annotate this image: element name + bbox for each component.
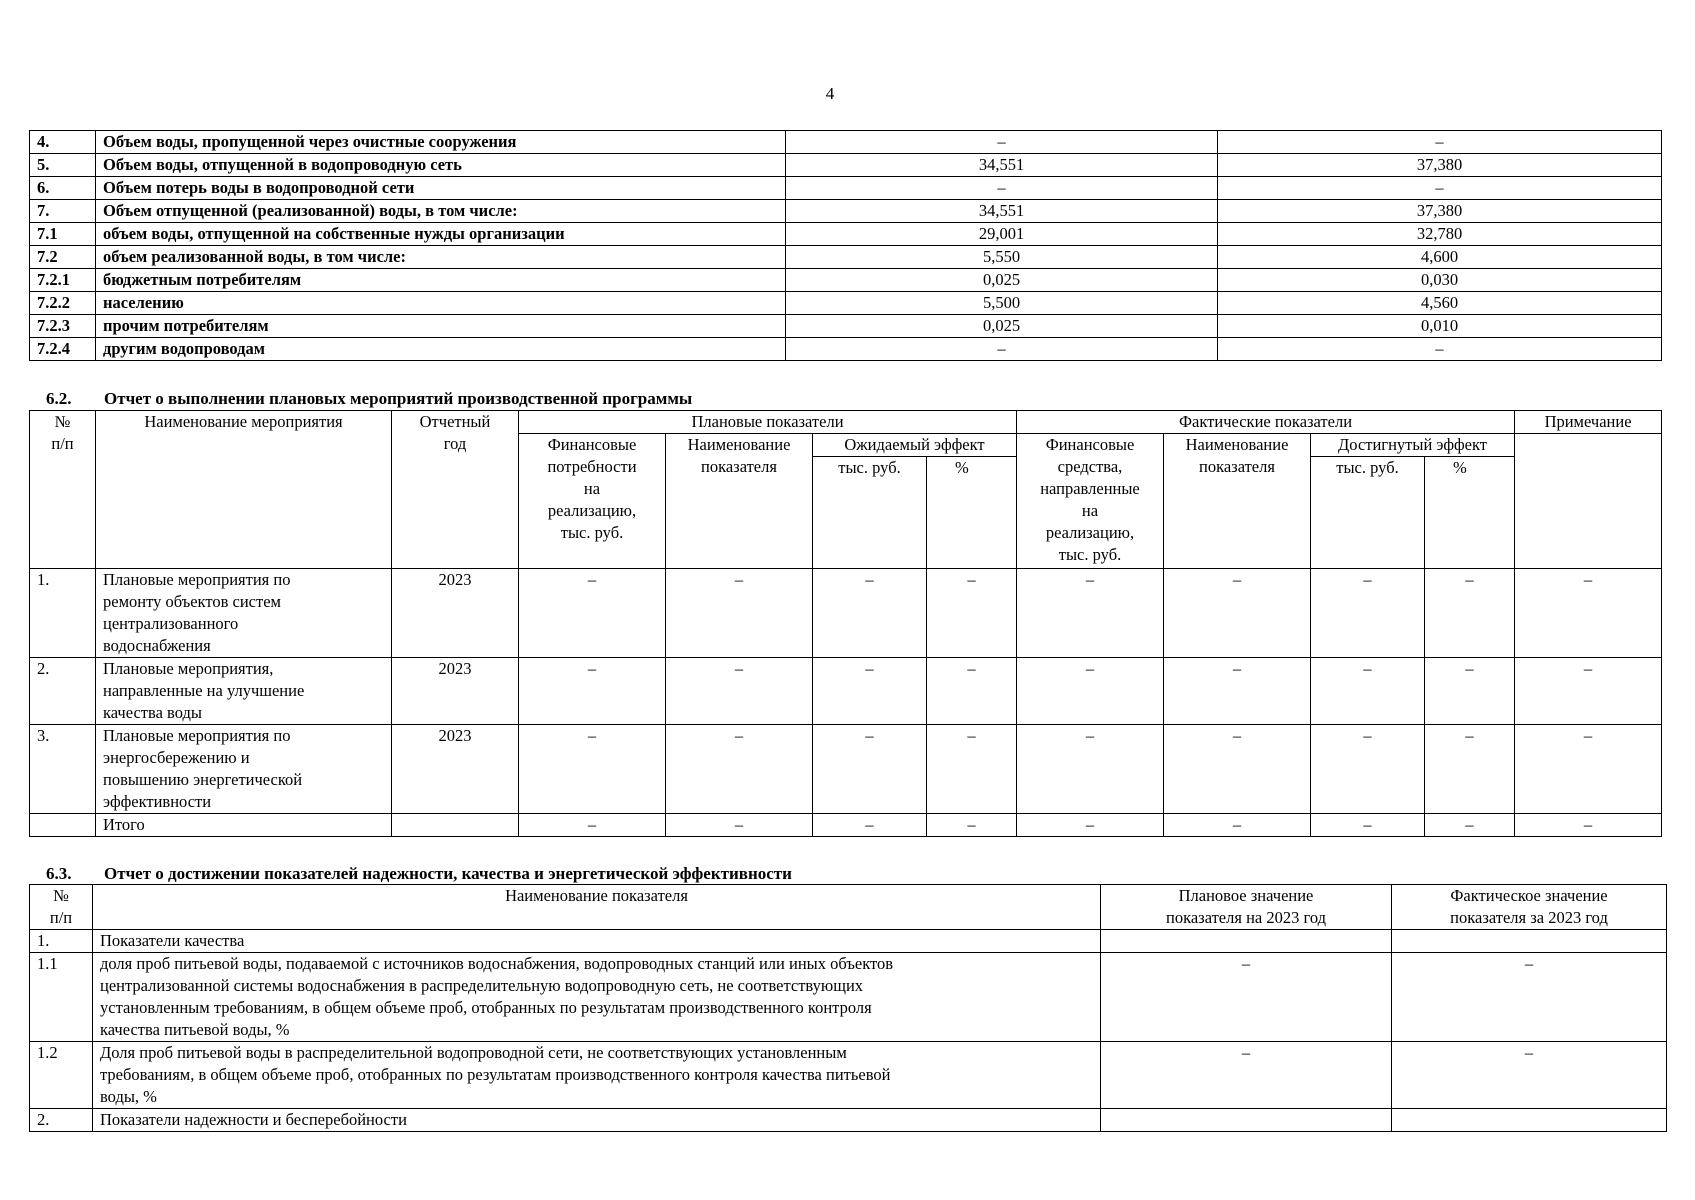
row-dash-cell: – <box>1425 658 1515 725</box>
row-number: 2. <box>30 1109 93 1132</box>
row-dash-cell: – <box>927 658 1017 725</box>
water-volume-table-body <box>30 131 1662 361</box>
row-activity-name: Плановые мероприятия по ремонту объектов систем централизованного водоснабжения <box>96 569 392 658</box>
row-dash-cell: – <box>927 814 1017 837</box>
row-dash-cell: – <box>1311 725 1425 814</box>
row-dash-cell: – <box>1164 814 1311 837</box>
row-value-plan: 29,001 <box>786 223 1218 246</box>
water-volume-table <box>29 130 1662 361</box>
t3-header-plan-text: Плановое значение показателя на 2023 год <box>1166 886 1326 927</box>
row-value-fact: 37,380 <box>1218 154 1662 177</box>
table-row <box>30 177 1662 200</box>
row-number: 2. <box>30 658 96 725</box>
row-dash-cell: – <box>1515 658 1662 725</box>
planned-activities-table <box>29 410 1662 837</box>
row-dash-cell: – <box>1425 725 1515 814</box>
row-year <box>392 814 519 837</box>
row-name: Объем воды, пропущенной через очистные сооружения <box>96 131 786 154</box>
row-name: Объем отпущенной (реализованной) воды, в том числе: <box>96 200 786 223</box>
table-row <box>30 292 1662 315</box>
row-year: 2023 <box>392 658 519 725</box>
t3-header-fact-text: Фактическое значение показателя за 2023 год <box>1450 886 1608 927</box>
row-number: 5. <box>30 154 96 177</box>
row-dash-cell: – <box>1017 725 1164 814</box>
row-number: 7.1 <box>30 223 96 246</box>
row-dash-cell: – <box>1311 569 1425 658</box>
header-year <box>392 411 519 569</box>
row-dash-cell: – <box>1515 814 1662 837</box>
row-dash-cell: – <box>927 725 1017 814</box>
t3-header-name: Наименование показателя <box>93 885 1101 930</box>
row-dash-cell: – <box>1515 725 1662 814</box>
row-dash-cell: – <box>813 658 927 725</box>
row-number: 1.1 <box>30 953 93 1042</box>
row-name: другим водопроводам <box>96 338 786 361</box>
header-plan-rub: тыс. руб. <box>813 457 927 569</box>
table-row <box>30 223 1662 246</box>
header-plan-indicator-text: Наименование показателя <box>687 435 791 476</box>
header-fact-indicator-text: Наименование показателя <box>1185 435 1289 476</box>
row-dash-cell: – <box>813 814 927 837</box>
section-6-3-title <box>46 864 792 884</box>
row-number: 1.2 <box>30 1042 93 1109</box>
row-dash-cell: – <box>1164 725 1311 814</box>
t3-header-plan <box>1101 885 1392 930</box>
row-dash-cell: – <box>519 569 666 658</box>
row-dash-cell: – <box>927 569 1017 658</box>
header-year-text: Отчетный год <box>419 412 491 453</box>
row-name: прочим потребителям <box>96 315 786 338</box>
row-value-fact: 4,600 <box>1218 246 1662 269</box>
header-fact-indicator <box>1164 434 1311 569</box>
row-dash-cell: – <box>1017 658 1164 725</box>
indicators-table <box>29 884 1667 1132</box>
table-row <box>30 338 1662 361</box>
row-name: населению <box>96 292 786 315</box>
row-number: 6. <box>30 177 96 200</box>
row-name: объем воды, отпущенной на собственные нужды организации <box>96 223 786 246</box>
header-fact-pct: % <box>1425 457 1515 569</box>
table-row <box>30 725 1662 814</box>
row-activity-name: Плановые мероприятия по энергосбережению и повышению энергетической эффективности <box>96 725 392 814</box>
row-name: Объем воды, отпущенной в водопроводную сеть <box>96 154 786 177</box>
planned-activities-body <box>30 569 1662 837</box>
row-plan-value: – <box>1101 1042 1392 1109</box>
header-plan-pct: % <box>927 457 1017 569</box>
header-note-empty <box>1515 434 1662 569</box>
header-fact-effect: Достигнутый эффект <box>1311 434 1515 457</box>
row-number: 7.2.1 <box>30 269 96 292</box>
row-value-plan: – <box>786 177 1218 200</box>
row-value-fact: 0,030 <box>1218 269 1662 292</box>
row-value-fact: 4,560 <box>1218 292 1662 315</box>
row-name: бюджетным потребителям <box>96 269 786 292</box>
row-plan-value: – <box>1101 953 1392 1042</box>
table-row <box>30 1109 1667 1132</box>
row-year: 2023 <box>392 725 519 814</box>
row-value-fact: – <box>1218 338 1662 361</box>
header-plan-effect: Ожидаемый эффект <box>813 434 1017 457</box>
row-fact-value <box>1392 930 1667 953</box>
row-value-fact: – <box>1218 131 1662 154</box>
row-dash-cell: – <box>1017 569 1164 658</box>
row-dash-cell: – <box>1017 814 1164 837</box>
row-value-plan: 34,551 <box>786 154 1218 177</box>
row-plan-value <box>1101 1109 1392 1132</box>
row-value-plan: – <box>786 338 1218 361</box>
header-plan-indicator <box>666 434 813 569</box>
header-fact: Фактические показатели <box>1017 411 1515 434</box>
table-row <box>30 930 1667 953</box>
row-fact-value <box>1392 1109 1667 1132</box>
table-row <box>30 246 1662 269</box>
row-number <box>30 814 96 837</box>
row-number: 1. <box>30 569 96 658</box>
row-dash-cell: – <box>519 725 666 814</box>
row-indicator-name: Показатели надежности и бесперебойности <box>93 1109 1101 1132</box>
indicators-body <box>30 930 1667 1132</box>
row-value-fact: – <box>1218 177 1662 200</box>
row-name: объем реализованной воды, в том числе: <box>96 246 786 269</box>
table-row <box>30 200 1662 223</box>
row-indicator-name: Показатели качества <box>93 930 1101 953</box>
header-fact-fin-text: Финансовые средства, направленные на реализацию, тыс. руб. <box>1040 435 1140 564</box>
row-dash-cell: – <box>666 569 813 658</box>
row-activity-name: Итого <box>96 814 392 837</box>
t3-header-fact <box>1392 885 1667 930</box>
header-plan: Плановые показатели <box>519 411 1017 434</box>
table-row <box>30 658 1662 725</box>
section-6-2-title <box>46 389 692 409</box>
header-note: Примечание <box>1515 411 1662 434</box>
row-number: 1. <box>30 930 93 953</box>
table-row <box>30 315 1662 338</box>
header-activity-name: Наименование мероприятия <box>96 411 392 569</box>
row-plan-value <box>1101 930 1392 953</box>
row-value-plan: 0,025 <box>786 315 1218 338</box>
row-number: 7.2.3 <box>30 315 96 338</box>
row-dash-cell: – <box>519 814 666 837</box>
row-dash-cell: – <box>666 814 813 837</box>
row-indicator-name: доля проб питьевой воды, подаваемой с источников водоснабжения, водопроводных станций или иных объектов централизованной системы водоснабжения в распределительную водопроводную сеть, не соответствующих установленным требованиям, в общем объеме проб, отобранных по результатам производственного контроля качества питьевой воды, % <box>93 953 1101 1042</box>
row-value-fact: 32,780 <box>1218 223 1662 246</box>
table-row <box>30 953 1667 1042</box>
table-row <box>30 269 1662 292</box>
row-dash-cell: – <box>519 658 666 725</box>
row-fact-value: – <box>1392 953 1667 1042</box>
row-number: 7.2.2 <box>30 292 96 315</box>
header-fact-fin <box>1017 434 1164 569</box>
section-6-3-title-text: Отчет о достижении показателей надежности, качества и энергетической эффективности <box>104 864 792 883</box>
page-number: 4 <box>825 84 835 103</box>
table-row <box>30 154 1662 177</box>
section-6-2-number: 6.2. <box>46 389 72 408</box>
row-dash-cell: – <box>1515 569 1662 658</box>
t3-header-num <box>30 885 93 930</box>
header-num-text: № п/п <box>51 412 74 453</box>
row-value-plan: 0,025 <box>786 269 1218 292</box>
row-dash-cell: – <box>813 569 927 658</box>
table-row <box>30 569 1662 658</box>
row-dash-cell: – <box>1164 569 1311 658</box>
table-row <box>30 131 1662 154</box>
row-number: 7. <box>30 200 96 223</box>
table-row <box>30 814 1662 837</box>
row-value-plan: 5,500 <box>786 292 1218 315</box>
row-dash-cell: – <box>1164 658 1311 725</box>
row-value-plan: 34,551 <box>786 200 1218 223</box>
row-dash-cell: – <box>1425 814 1515 837</box>
t3-header-num-text: № п/п <box>49 886 73 927</box>
row-value-plan: 5,550 <box>786 246 1218 269</box>
row-number: 3. <box>30 725 96 814</box>
row-dash-cell: – <box>666 658 813 725</box>
row-year: 2023 <box>392 569 519 658</box>
row-number: 7.2.4 <box>30 338 96 361</box>
header-plan-fin-text: Финансовые потребности на реализацию, тыс. руб. <box>547 435 637 542</box>
row-dash-cell: – <box>1425 569 1515 658</box>
row-name: Объем потерь воды в водопроводной сети <box>96 177 786 200</box>
row-value-plan: – <box>786 131 1218 154</box>
row-fact-value: – <box>1392 1042 1667 1109</box>
row-value-fact: 37,380 <box>1218 200 1662 223</box>
row-dash-cell: – <box>1311 814 1425 837</box>
table-row <box>30 1042 1667 1109</box>
row-dash-cell: – <box>1311 658 1425 725</box>
row-dash-cell: – <box>666 725 813 814</box>
section-6-3-number: 6.3. <box>46 864 72 883</box>
row-activity-name: Плановые мероприятия, направленные на улучшение качества воды <box>96 658 392 725</box>
row-number: 7.2 <box>30 246 96 269</box>
row-dash-cell: – <box>813 725 927 814</box>
header-fact-rub: тыс. руб. <box>1311 457 1425 569</box>
header-plan-fin <box>519 434 666 569</box>
section-6-2-title-text: Отчет о выполнении плановых мероприятий производственной программы <box>104 389 693 408</box>
row-indicator-name: Доля проб питьевой воды в распределительной водопроводной сети, не соответствующих установленным требованиям, в общем объеме проб, отобранных по результатам производственного контроля качества питьевой воды, % <box>93 1042 1101 1109</box>
header-num <box>30 411 96 569</box>
row-value-fact: 0,010 <box>1218 315 1662 338</box>
row-number: 4. <box>30 131 96 154</box>
